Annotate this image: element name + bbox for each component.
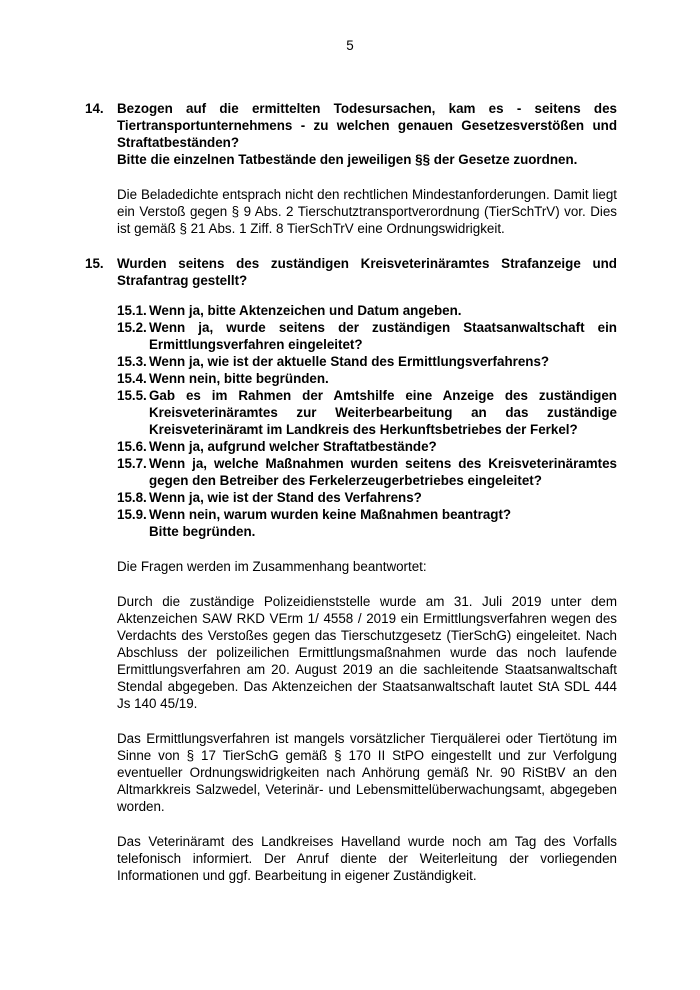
answer-paragraph: Das Ermittlungsverfahren ist mangels vorsätzlicher Tierquälerei oder Tiertötung im Sinne von § 17 TierSchG gemäß § 170 II StPO eingestellt und zur Verfolgung eventueller Ordnungswidrigkeiten nach Anhörung gemäß Nr. 90 RiStBV an den Altmarkkreis Salzwedel, Veterinär- und Lebensmittelüberwachungsamt, abgegeben worden. [117, 731, 617, 814]
answer-paragraph: Das Veterinäramt des Landkreises Havelland wurde noch am Tag des Vorfalls telefonisch informiert. Der Anruf diente der Weiterleitung der vorliegenden Informationen und ggf. Bearbeitung in eigener Zuständigkeit. [117, 834, 617, 883]
answer-14: Die Beladedichte entsprach nicht den rechtlichen Mindestanforderungen. Damit liegt ein Verstoß gegen § 9 Abs. 2 Tierschutztransportverordnung (TierSchTrV) vor. Dies ist gemäß § 21 Abs. 1 Ziff. 8 TierSchTrV eine Ordnungswidrigkeit. [117, 187, 617, 236]
sub-question: 15.3. Wenn ja, wie ist der aktuelle Stand des Ermittlungsverfahrens? [117, 354, 550, 369]
sub-question: 15.1. Wenn ja, bitte Aktenzeichen und Datum angeben. [117, 303, 462, 318]
answer-paragraph: Durch die zuständige Polizeidienststelle wurde am 31. Juli 2019 unter dem Aktenzeichen SAW RKD VErm 1/ 4558 / 2019 ein Ermittlungsverfahren wegen des Verdachts des Verstoßes gegen das Tierschutzgesetz (TierSchG) eingeleitet. Nach Abschluss der polizeilichen Ermittlungsmaßnahmen wurde das noch laufende Ermittlungsverfahren am 20. August 2019 an die sachleitende Staatsanwaltschaft Stendal abgegeben. Das Aktenzeichen der Staatsanwaltschaft lautet StA SDL 444 Js 140 45/19. [117, 594, 617, 711]
sub-question: 15.6. Wenn ja, aufgrund welcher Straftatbestände? [117, 439, 437, 454]
sub-question: 15.8. Wenn ja, wie ist der Stand des Verfahrens? [117, 490, 422, 505]
question-number: 14. [85, 101, 104, 116]
question-15 [85, 255, 617, 289]
sub-question-list [117, 302, 617, 540]
page-number: 5 [346, 38, 354, 53]
answer-intro: Die Fragen werden im Zusammenhang beantwortet: [117, 559, 427, 574]
sub-question-extra: Bitte begründen. [149, 524, 256, 539]
question-text: Wurden seitens des zuständigen Kreisveterinäramtes Strafanzeige und Strafantrag gestellt? [117, 256, 617, 288]
sub-question: 15.7. Wenn ja, welche Maßnahmen wurden seitens des Kreisveterinäramtes gegen den Betreiber des Ferkelerzeugerbetriebes eingeleitet? [117, 456, 617, 488]
sub-question: 15.5. Gab es im Rahmen der Amtshilfe eine Anzeige des zuständigen Kreisveterinäramtes zur Weiterbearbeitung an das zuständige Kreisveterinäramt im Landkreis des Herkunftsbetriebes der Ferkel? [117, 388, 617, 437]
document-body [85, 100, 617, 884]
sub-question: 15.4. Wenn nein, bitte begründen. [117, 371, 329, 386]
question-instruction: Bitte die einzelnen Tatbestände den jeweiligen §§ der Gesetze zuordnen. [117, 152, 578, 167]
sub-question: 15.2. Wenn ja, wurde seitens der zuständigen Staatsanwaltschaft ein Ermittlungsverfahren eingeleitet? [117, 320, 617, 352]
question-text: Bezogen auf die ermittelten Todesursachen, kam es - seitens des Tiertransportunternehmens - zu welchen genauen Gesetzesverstößen und Straftatbeständen? [117, 101, 617, 150]
sub-question: 15.9. Wenn nein, warum wurden keine Maßnahmen beantragt? Bitte begründen. [117, 506, 617, 540]
question-14 [85, 100, 617, 168]
question-number: 15. [85, 256, 104, 271]
